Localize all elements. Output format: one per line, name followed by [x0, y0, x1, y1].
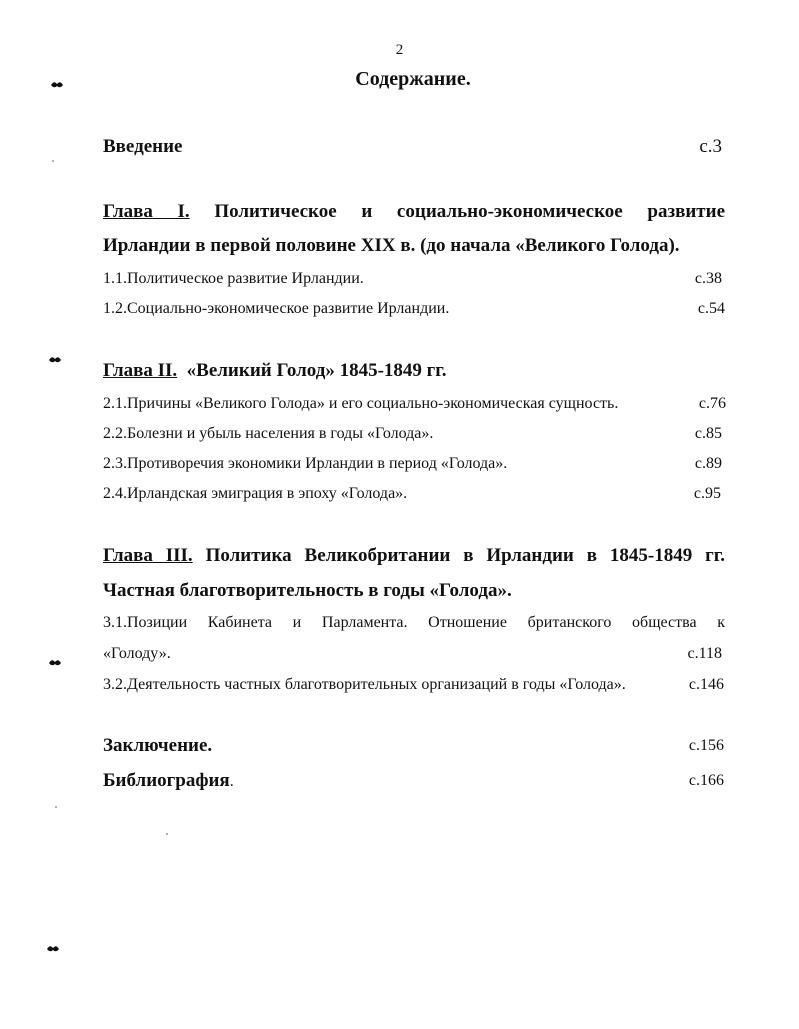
page-number: 2	[395, 42, 404, 58]
section-2-4-page: с.95	[693, 485, 721, 502]
conclusion-label: Заключение.	[103, 735, 213, 756]
section-1-2-page: с.54	[697, 300, 725, 317]
chapter1-title-line1: Политическое и социально-экономическое развитие	[214, 201, 726, 222]
chapter3-title-line1: Политика Великобритании в Ирландии в 1845-1849 гг.	[205, 545, 725, 566]
bibliography-page: с.166	[688, 772, 724, 789]
scan-mark-icon	[48, 355, 62, 365]
scan-mark-icon	[48, 658, 62, 668]
page-title: Содержание.	[355, 68, 471, 90]
section-2-1-label: 2.1.Причины «Великого Голода» и его социально-экономическая сущность.	[103, 395, 619, 412]
chapter1-title-line2: Ирландии в первой половине XIX в. (до начала «Великого Голода).	[103, 235, 680, 256]
section-3-2-page: с.146	[688, 676, 724, 693]
chapter2-title: «Великий Голод» 1845-1849 гг.	[186, 360, 447, 381]
section-3-1-page: с.118	[687, 645, 722, 662]
section-2-4-label: 2.4.Ирландская эмиграция в эпоху «Голода».	[103, 485, 408, 502]
section-1-1-label: 1.1.Политическое развитие Ирландии.	[103, 270, 364, 287]
section-2-3-label: 2.3.Противоречия экономики Ирландии в период «Голода».	[103, 455, 508, 472]
intro-label: Введение	[103, 136, 183, 157]
section-1-2-label: 1.2.Социально-экономическое развитие Ирландии.	[103, 300, 450, 317]
bibliography-label: Библиография	[103, 770, 230, 791]
section-3-2-label: 3.2.Деятельность частных благотворительных организаций в годы «Голода».	[103, 676, 626, 693]
chapter2-heading	[103, 360, 447, 382]
chapter3-prefix: Глава III.	[103, 545, 193, 566]
section-2-2-label: 2.2.Болезни и убыль населения в годы «Голода».	[103, 425, 434, 442]
chapter1-prefix: Глава I.	[103, 201, 190, 222]
chapter3-title-line2: Частная благотворительность в годы «Голода».	[103, 580, 512, 601]
chapter1-heading-line1	[103, 201, 725, 223]
bibliography-line	[103, 770, 234, 792]
scan-speck	[52, 160, 54, 162]
section-1-1-page: с.38	[694, 270, 722, 287]
intro-page: с.3	[699, 136, 722, 157]
scan-speck	[55, 806, 57, 808]
scan-mark-icon	[46, 944, 60, 954]
bibliography-dot: .	[229, 773, 234, 790]
chapter2-prefix: Глава II.	[103, 360, 178, 381]
scan-speck	[166, 833, 168, 835]
section-3-1-line2: «Голоду».	[103, 645, 171, 662]
section-3-1-line1: 3.1.Позиции Кабинета и Парламента. Отношение британского общества к	[103, 614, 725, 631]
section-2-1-page: с.76	[698, 395, 726, 412]
chapter3-heading-line1	[103, 545, 725, 567]
conclusion-page: с.156	[688, 737, 724, 754]
section-2-3-page: с.89	[694, 455, 722, 472]
section-2-2-page: с.85	[694, 425, 722, 442]
